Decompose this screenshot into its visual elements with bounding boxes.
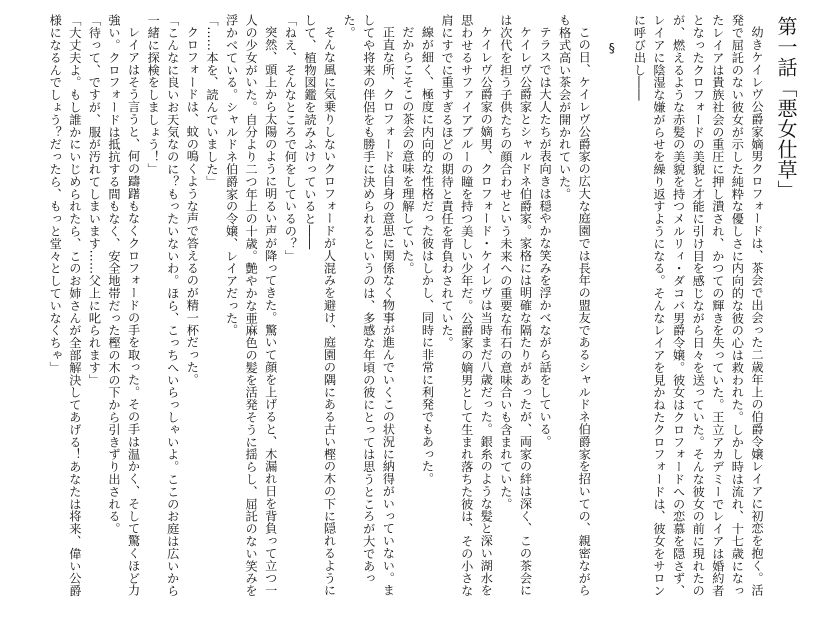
body-paragraph: 突然、頭上から太陽のように明るい声が降ってきた。驚いて顔を上げると、木漏れ日を背負って立つ一人の少女がいた。自分より二つ年上の十歳。艶やかな亜麻色の髪を活発そうに揺らし、屈託のない笑みを浮かべている。シャルドネ伯爵家の令嬢、レイアだった。 xyxy=(224,14,278,597)
body-paragraph: 正直な所、クロフォードは自身の意思に関係なく物事が進んでいくこの状況に納得がいっていない。ましてや将来の伴侶をも勝手に決められるというのは、多感な年頃の彼にとっては思うところが大であった。 xyxy=(342,14,396,597)
dialog-line: 「大丈夫よ。もし誰かにいじめられたら、このお姉さんが全部解決してあげる！あなたは将来、偉い公爵様になるんでしょう？だったら、もっと堂々としていなくちゃ」 xyxy=(48,14,82,597)
body-paragraph: レイアはそう言うと、何の躊躇もなくクロフォードの手を取った。その手は温かく、そして驚くほど力強い。クロフォードは抵抗する間もなく、安全地帯だった樫の木の下から引きずり出される。 xyxy=(107,14,141,597)
body-paragraph: ケイレヴ公爵家の嫡男、クロフォード・ケイレヴは当時まだ八歳だった。銀糸のような髪と深い湖水を思わせるサファイアブルーの瞳を持つ美しい少年だ。公爵家の嫡男として生まれ落ちた彼は、その小さな肩にすでに重すぎるほどの期待と責任を背負わされていた。 xyxy=(440,14,494,597)
body-paragraph: だからこそこの茶会の意味を理解していた。 xyxy=(400,26,415,275)
dialog-line: 「こんなに良いお天気なのに？もったいないわ。ほら、こっちへいらっしゃいよ。ここのお庭は広いから一緒に探検をしましょう！」 xyxy=(146,14,180,597)
chapter-title: 第一話「悪女仕草」 xyxy=(774,16,798,201)
body-paragraph: 線が細く、極度に内向的な性格だった彼はしかし、同時に非常に利発でもあった。 xyxy=(420,26,435,485)
dialog-line: 「待って、ですが、服が汚れてしまいます……父上に叱られます」 xyxy=(87,14,102,386)
body-paragraph: テラスでは大人たちが表向きは穏やかな笑みを浮かべながら話をしている。 xyxy=(538,26,553,448)
body-paragraph: そんな風に気乗りしないクロフォードが人混みを避け、庭園の隅にある古い樫の木の下に隠れるようにして、植物図鑑を読みふけっていると―― xyxy=(302,14,337,597)
body-paragraph: この日、ケイレヴ公爵家の広大な庭園では長年の盟友であるシャルドネ伯爵家を招いての、親密ながらも格式高い茶会が開かれていた。 xyxy=(557,14,592,597)
dialog-line: 「……本を、読んでいました」 xyxy=(204,14,219,188)
synopsis-paragraph: 幼きケイレヴ公爵家嫡男クロフォードは、茶会で出会った二歳年上の伯爵令嬢レイアに初恋を抱く。活発で屈託のない彼女が示した純粋な優しさに内向的な彼の心は救われた。しかし時は流れ、十七歳になったレイアは貴族社会の重圧に押し潰され、かつての輝きを失っていた。王立アカデミーでレイアは婚約者となったクロフォードの美貌と才能に引け目を感じながら日々を送っていた。そんな彼女の前に現れたのが、燃えるような赤髪の美貌を持つメルリィ・ダコバ男爵令嬢。彼女はクロフォードへの恋慕を隠さず、レイアに陰湿な嫌がらせを繰り返すようになる。そんなレイアを見かねたクロフォードは、彼女をサロンに呼び出し―― xyxy=(632,14,764,597)
dialog-line: 「ねえ、そんなところで何をしているの？」 xyxy=(283,14,298,262)
section-mark: § xyxy=(604,40,619,55)
body-paragraph: クロフォードは、蚊の鳴くような声で答えるのが精一杯だった。 xyxy=(185,26,200,386)
body-paragraph: ケイレヴ公爵家とシャルドネ伯爵家。家格には明確な隔たりがあったが、両家の絆は深く、この茶会には次代を担う子供たちの顔合わせという未来への重要な布石の意味合いも含まれていた。 xyxy=(498,14,533,597)
